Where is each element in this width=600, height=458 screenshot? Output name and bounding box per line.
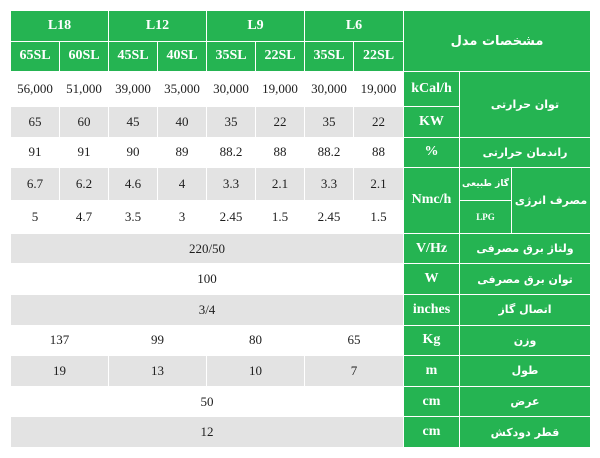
table-row bbox=[11, 200, 591, 233]
table-cell: 50 bbox=[11, 386, 404, 417]
table-cell: 22 bbox=[354, 107, 404, 138]
table-cell: 6.2 bbox=[60, 168, 109, 201]
table-row bbox=[11, 137, 591, 168]
model-header: 65SL bbox=[11, 41, 60, 72]
spec-table bbox=[10, 10, 591, 448]
table-cell: 6.7 bbox=[11, 168, 60, 201]
table-cell: 220/50 bbox=[11, 233, 404, 264]
table-row bbox=[11, 233, 591, 264]
row-label-gas-connection: اتصال گاز bbox=[460, 294, 591, 325]
table-cell: 3/4 bbox=[11, 294, 404, 325]
table-cell: 2.45 bbox=[305, 200, 354, 233]
table-cell: 2.1 bbox=[256, 168, 305, 201]
row-label-heat-power: توان حرارتی bbox=[460, 72, 591, 137]
table-row bbox=[11, 356, 591, 387]
table-cell: 35,000 bbox=[158, 72, 207, 107]
table-cell: 4.6 bbox=[109, 168, 158, 201]
table-cell: 40 bbox=[158, 107, 207, 138]
table-row bbox=[11, 325, 591, 356]
row-label-length: طول bbox=[460, 356, 591, 387]
group-l12: L12 bbox=[109, 11, 207, 42]
table-cell: 45 bbox=[109, 107, 158, 138]
unit-cell: cm bbox=[404, 417, 460, 448]
table-cell: 88 bbox=[256, 137, 305, 168]
unit-cell: % bbox=[404, 137, 460, 168]
unit-cell: Kg bbox=[404, 325, 460, 356]
table-cell: 10 bbox=[207, 356, 305, 387]
table-cell: 13 bbox=[109, 356, 207, 387]
table-cell: 1.5 bbox=[354, 200, 404, 233]
table-cell: 137 bbox=[11, 325, 109, 356]
table-cell: 65 bbox=[305, 325, 404, 356]
table-cell: 80 bbox=[207, 325, 305, 356]
table-cell: 89 bbox=[158, 137, 207, 168]
table-cell: 5 bbox=[11, 200, 60, 233]
unit-cell: W bbox=[404, 264, 460, 295]
model-header: 22SL bbox=[354, 41, 404, 72]
unit-cell: kCal/h bbox=[404, 72, 460, 107]
table-row bbox=[11, 417, 591, 448]
table-cell: 30,000 bbox=[305, 72, 354, 107]
row-label-chimney: قطر دودکش bbox=[460, 417, 591, 448]
table-cell: 88.2 bbox=[207, 137, 256, 168]
table-cell: 30,000 bbox=[207, 72, 256, 107]
row-label-width: عرض bbox=[460, 386, 591, 417]
group-l6: L6 bbox=[305, 11, 404, 42]
table-cell: 22 bbox=[256, 107, 305, 138]
table-cell: 35 bbox=[305, 107, 354, 138]
model-header: 35SL bbox=[305, 41, 354, 72]
table-cell: 1.5 bbox=[256, 200, 305, 233]
model-header: 40SL bbox=[158, 41, 207, 72]
table-cell: 19,000 bbox=[354, 72, 404, 107]
unit-cell: Nmc/h bbox=[404, 168, 460, 233]
sublabel-lpg: LPG bbox=[460, 200, 512, 233]
table-cell: 90 bbox=[109, 137, 158, 168]
table-row bbox=[11, 294, 591, 325]
row-label-power: توان برق مصرفی bbox=[460, 264, 591, 295]
row-label-voltage: ولتاژ برق مصرفی bbox=[460, 233, 591, 264]
model-header: 60SL bbox=[60, 41, 109, 72]
unit-cell: m bbox=[404, 356, 460, 387]
sublabel-natural-gas: گاز طبیعی bbox=[460, 168, 512, 201]
unit-cell: KW bbox=[404, 107, 460, 138]
group-l9: L9 bbox=[207, 11, 305, 42]
table-cell: 3.3 bbox=[207, 168, 256, 201]
table-cell: 56,000 bbox=[11, 72, 60, 107]
table-cell: 99 bbox=[109, 325, 207, 356]
model-header: 22SL bbox=[256, 41, 305, 72]
model-header: 45SL bbox=[109, 41, 158, 72]
table-title: مشخصات مدل bbox=[404, 11, 591, 72]
table-row bbox=[11, 386, 591, 417]
table-cell: 60 bbox=[60, 107, 109, 138]
group-header-row bbox=[11, 11, 591, 42]
table-row bbox=[11, 168, 591, 201]
table-cell: 88 bbox=[354, 137, 404, 168]
table-cell: 91 bbox=[60, 137, 109, 168]
table-cell: 4 bbox=[158, 168, 207, 201]
table-cell: 3.5 bbox=[109, 200, 158, 233]
table-cell: 100 bbox=[11, 264, 404, 295]
group-l18: L18 bbox=[11, 11, 109, 42]
table-cell: 3 bbox=[158, 200, 207, 233]
model-header: 35SL bbox=[207, 41, 256, 72]
table-cell: 39,000 bbox=[109, 72, 158, 107]
row-label-energy: مصرف انرژی bbox=[512, 168, 591, 233]
table-cell: 35 bbox=[207, 107, 256, 138]
table-cell: 3.3 bbox=[305, 168, 354, 201]
table-cell: 2.45 bbox=[207, 200, 256, 233]
table-cell: 88.2 bbox=[305, 137, 354, 168]
table-cell: 51,000 bbox=[60, 72, 109, 107]
table-cell: 12 bbox=[11, 417, 404, 448]
table-cell: 7 bbox=[305, 356, 404, 387]
unit-cell: V/Hz bbox=[404, 233, 460, 264]
table-cell: 91 bbox=[11, 137, 60, 168]
table-cell: 2.1 bbox=[354, 168, 404, 201]
table-cell: 19,000 bbox=[256, 72, 305, 107]
table-cell: 4.7 bbox=[60, 200, 109, 233]
row-label-efficiency: راندمان حرارتی bbox=[460, 137, 591, 168]
table-cell: 19 bbox=[11, 356, 109, 387]
table-cell: 65 bbox=[11, 107, 60, 138]
row-label-weight: وزن bbox=[460, 325, 591, 356]
table-row bbox=[11, 72, 591, 107]
unit-cell: cm bbox=[404, 386, 460, 417]
table-row bbox=[11, 264, 591, 295]
unit-cell: inches bbox=[404, 294, 460, 325]
